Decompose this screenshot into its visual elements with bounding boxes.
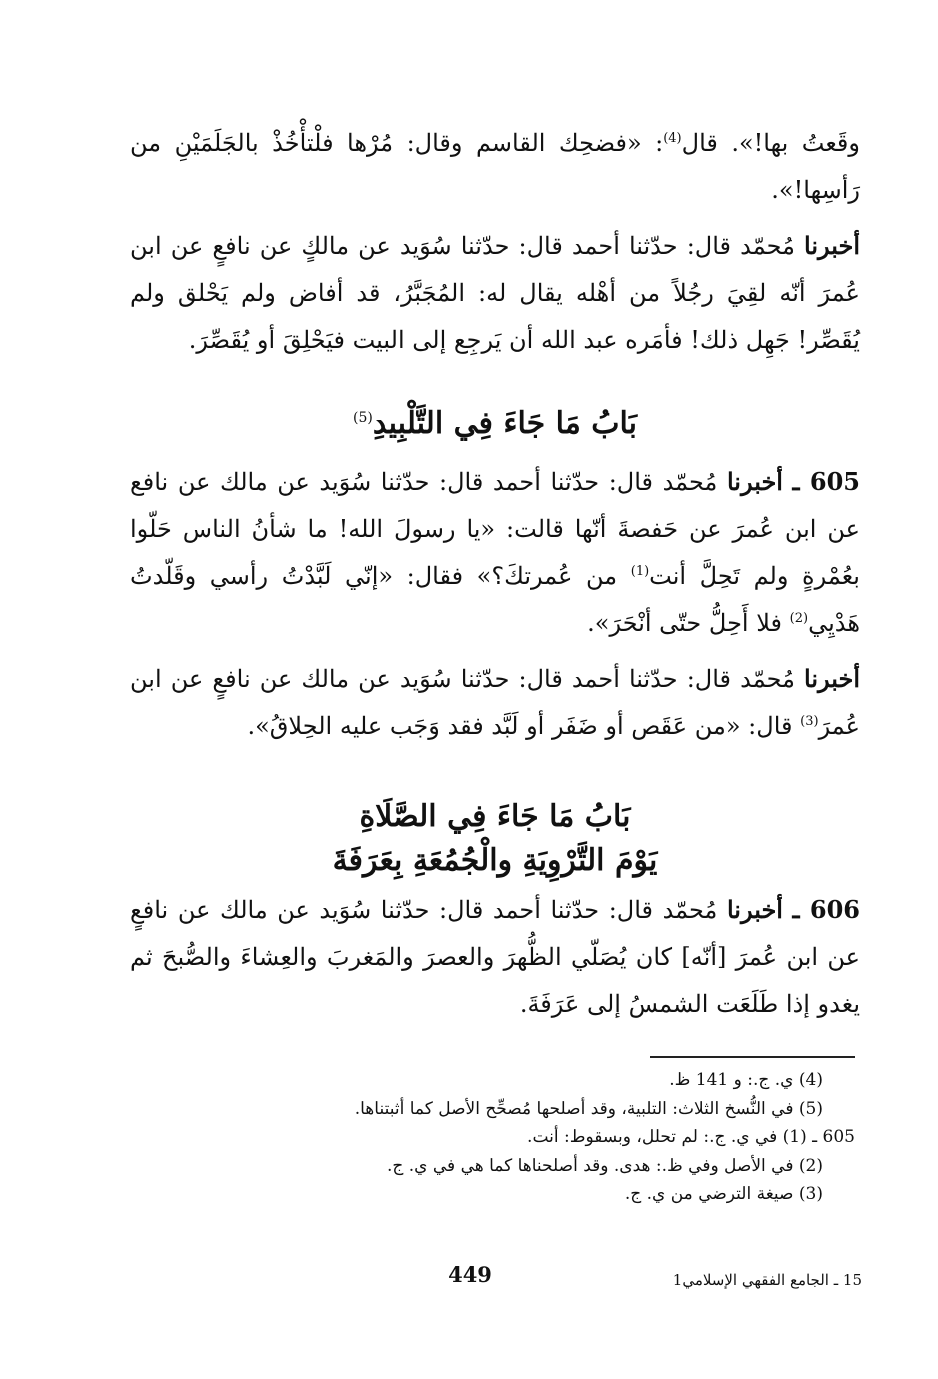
heading-line: يَوْمَ التَّرْوِيَةِ والْجُمُعَةِ بِعَرَفَةَ — [332, 843, 658, 878]
narration-lead: أخبرنا — [726, 467, 783, 496]
text-span: قال: «من عَقَص أو ضَفَر أو لَبَّد فقد وَجَب عليه الحِلاقُ». — [247, 712, 801, 740]
footnote-separator — [650, 1056, 855, 1058]
footnote: (5) في النُّسخ الثلاث: التلبية، وقد أصلحها مُصحِّح الأصل كما أثبتناها. — [354, 1098, 823, 1119]
paragraph-hadith — [130, 222, 860, 364]
footnote-ref: (4) — [663, 131, 682, 146]
text-span: فلا أَحِلُّ حتّى أنْحَرَ». — [587, 609, 790, 637]
narration-lead: أخبرنا — [804, 231, 860, 260]
text-span: مُحمّد قال: حدّثنا أحمد قال: حدّثنا سُوَيد عن مالك عن نافعٍ عن ابن عُمرَ — [130, 665, 860, 740]
narration-lead: أخبرنا — [804, 664, 860, 693]
text-span: مُحمّد قال: حدّثنا أحمد قال: حدّثنا سُوَيد عن مالكٍ عن نافعٍ عن ابن عُمرَ أنّه لقِيَ رجُلاً من أهْله يقال له: المُجَبَّرُ، قد أفاض ولم يَحْلق ولم يُقَصِّر! جَهِل ذلك! فأمَره عبد الله أن يَرجِع إلى البيت فيَحْلِقَ أو يُقَصِّرَ. — [130, 232, 860, 354]
footnote: (2) في الأصل وفي ظ.: هدى. وقد أصلحناها كما هي في ي. ج. — [386, 1155, 823, 1176]
hadith-number: 606 ـ — [792, 895, 860, 924]
text-span: مُحمّد قال: حدّثنا أحمد قال: حدّثنا سُوَيد عن مالك عن نافع عن ابن عُمرَ عن حَفصةَ أنّها قالت: «يا رسولَ الله! ما شأنُ الناس حَلّوا بعُمْرةٍ ولم تَحِلَّ أنت — [130, 468, 860, 590]
heading-text: بَابُ مَا جَاءَ فِي التَّلْبِيدِ — [372, 406, 638, 441]
paragraph-hadith — [130, 655, 860, 750]
paragraph-hadith — [130, 886, 860, 1028]
text-span: مُحمّد قال: حدّثنا أحمد قال: حدّثنا سُوَيد عن مالك عن نافعٍ عن ابن عُمرَ [أنّه] كان يُصَلّي الظُّهرَ والعصرَ والمَغربَ والعِشاءَ والصُّبحَ ثم يغدو إذا طَلَعَت الشمسُ إلى عَرَفَةَ. — [130, 896, 860, 1018]
chapter-heading-talbid — [130, 402, 860, 446]
paragraph-hadith — [130, 458, 860, 647]
footnote-ref: (5) — [352, 410, 373, 426]
footnotes — [150, 1066, 855, 1209]
hadith-606-block — [130, 886, 860, 1028]
footnote-ref: (2) — [789, 611, 809, 626]
footnote: 605 ـ (1) في ي. ج.: لم تحلل، وبسقوط: أنت. — [527, 1127, 855, 1147]
hadith-605-block — [130, 458, 860, 750]
narration-lead: أخبرنا — [726, 895, 783, 924]
text-span: من عُمرتكَ؟» فقال: «إنّي لَبَّدْتُ رأسي وقَلّدتُ هَدْيِي — [130, 562, 860, 637]
text-span: : «فضحِك القاسم وقال: مُرْها فلْتأْخُذْ بالجَلَمَيْنِ من رَأسِها!». — [130, 129, 860, 204]
footnote-ref: (3) — [800, 714, 819, 729]
text-span: وقَعتُ بها!». قال — [681, 129, 860, 157]
heading-line: بَابُ مَا جَاءَ فِي الصَّلَاةِ — [359, 799, 631, 834]
footnote-ref: (1) — [630, 564, 650, 579]
page-number: 449 — [448, 1262, 492, 1287]
footnote: (4) ي. ج.: و 141 ظ. — [669, 1070, 823, 1090]
footnote: (3) صيغة الترضي من ي. ج. — [624, 1184, 823, 1204]
hadith-number: 605 ـ — [792, 467, 860, 496]
chapter-heading-salat-arafah — [130, 795, 860, 883]
opening-text-block — [130, 120, 860, 364]
running-footer: 15 ـ الجامع الفقهي الإسلامي1 — [672, 1271, 862, 1289]
paragraph-continuation — [130, 120, 860, 214]
